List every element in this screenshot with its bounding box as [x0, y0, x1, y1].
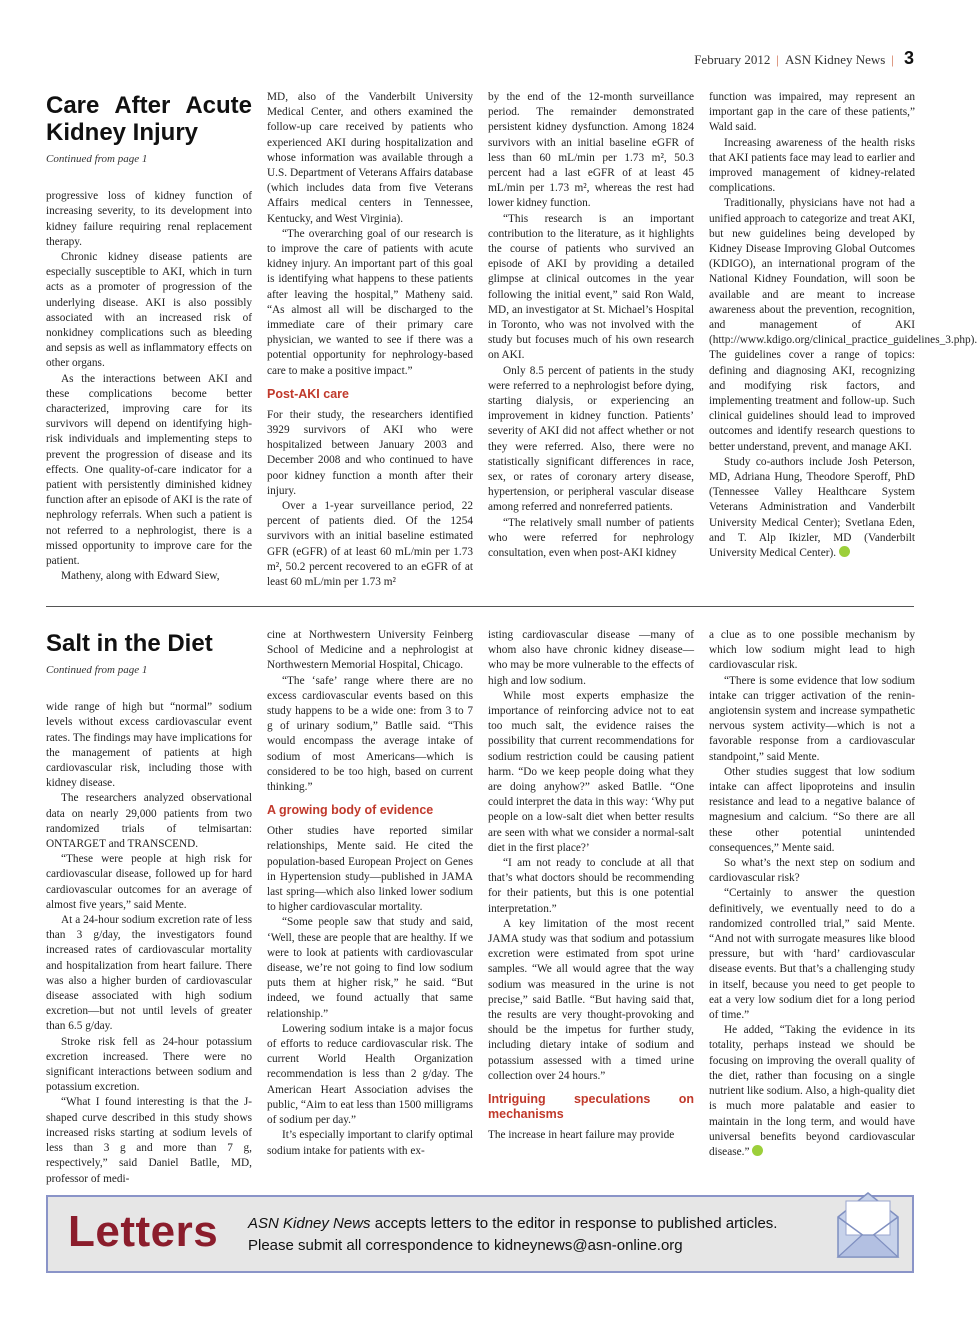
paragraph: cine at Northwestern University Feinberg School of Medicine and a nephrologist at Northwestern Memorial Hospital, Chicago. [267, 629, 473, 672]
end-of-article-dot-icon [839, 546, 850, 557]
article-column [709, 628, 915, 1173]
letters-banner [46, 1195, 914, 1273]
paragraph: “Some people saw that study and said, ‘Well, these are people that are healthy. If we were to look at patients with cardiovascular disease, we’re not going to find low sodium puts them at higher risk,” he said. “But indeed, we found actually that same relationship.” [267, 916, 473, 1020]
paragraph: Lowering sodium intake is a major focus of efforts to reduce cardiovascular risk. The current World Health Organization recommendation is less than 2 g/day. The American Heart Association advises the public, “Aim to eat less than 1500 milligrams of sodium per day.” [267, 1022, 473, 1127]
brand-name: ASN Kidney News [248, 1215, 371, 1232]
letters-text [248, 1213, 777, 1257]
paragraph: The increase in heart failure may provide [488, 1129, 675, 1142]
paragraph: For their study, the researchers identified 3929 survivors of AKI who were hospitalized between January 2003 and December 2008 and who continued to have poor kidney function a month after their injury. [267, 408, 473, 497]
paragraph-group [488, 628, 694, 1084]
paragraph: Other studies have reported similar relationships, Mente said. He cited the population-based European Project on Genes in Hypertension study—published in JAMA last spring—which also linked lower sodium to higher cardiovascular mortality. [267, 825, 473, 914]
paragraph: function was impaired, may represent an important gap in the care of these patients,” Wald said. [709, 91, 915, 134]
paragraph: “I am not ready to conclude at all that that’s what doctors should be recommending for their patients, but this is one potential interpretation.” [488, 857, 694, 915]
paragraph: Over a 1-year surveillance period, 22 percent of patients died. Of the 1254 survivors with an initial baseline estimated GFR (eGFR) of at least 60 mL/min per 1.73 m², 50.2 percent recovered to an eGFR of at least 60 mL/min per 1.73 m² [267, 500, 473, 589]
paragraph: Other studies suggest that low sodium intake can affect lipoproteins and insulin resistance and lead to a negative balance of magnesium and calcium. “So there are all these other potential unintended consequences,” Mente said. [709, 765, 915, 854]
continued-note: Continued from page 1 [46, 153, 148, 165]
paragraph-group [267, 408, 473, 590]
paragraph: Stroke risk fell as 24-hour potassium excretion increased. There were no significant interactions between sodium and potassium excretion. [46, 1035, 252, 1094]
paragraph: wide range of high but “normal” sodium levels without excess cardiovascular event rates. The findings may have implications for the management of patients at high cardiovascular risk, including those with kidney disease. [46, 701, 252, 790]
paragraph-group [709, 628, 915, 1160]
paragraph-group [267, 824, 473, 1158]
paragraph-group [709, 90, 977, 561]
header-separator: | [891, 52, 894, 67]
article-column [46, 90, 252, 590]
paragraph-group [46, 189, 252, 584]
paragraph: “The overarching goal of our research is to improve the care of patients with acute kidney injury. An important part of this goal is identifying what happens to these patients after leaving the hospital,” Matheny said. “As almost all will be discharged to the immediate care of their primary care physician, we wanted to see if there was a potential opportunity for nephrology-based care to make a positive impact.” [267, 227, 473, 377]
paragraph: “These were people at high risk for cardiovascular disease, followed up for hard cardiovascular outcomes for an average of almost five years,” said Mente. [46, 853, 252, 911]
letters-heading: Letters [68, 1207, 219, 1256]
paragraph: While most experts emphasize the importance of reinforcing advice not to eat too much salt, the evidence raises the possibility that current recommendations for sodium restriction could be causing patient harm. “Do we keep people doing what they are doing anyhow?” asked Batlle. “One could interpret the data in this way: ‘Why put people on a low-salt diet when better results are seen with what we consider a normal-salt diet in the first place?’ [488, 689, 694, 854]
paragraph-group [267, 628, 473, 795]
paragraph: As the interactions between AKI and these complications become better characterized, improving care for its survivors will depend on identifying high-risk individuals and implementing steps to prevent the progression of disease and its effects. One quality-of-care indicator for a patient with persistently diminished kidney function after an episode of AKI is the rate of nephrology referrals. When such a patient is not referred to a nephrologist, there is a missed opportunity to improve care for the patient. [46, 372, 252, 568]
paragraph: “This research is an important contribution to the literature, as it highlights the course of patients who survived an episode of AKI by providing a detailed glimpse at clinical outcomes in the year following the initial event,” said Ron Wald, MD, an investigator at St. Michael’s Hospital in Toronto, who was not involved with the study but focuses much of his own research on AKI. [488, 212, 694, 362]
paragraph-group [46, 700, 252, 1187]
subheading: Post-AKI care [267, 386, 349, 401]
article-column [267, 628, 473, 1173]
paragraph: He added, “Taking the evidence in its totality, perhaps instead we should be focusing on improving the overall quality of the diet, rather than focusing on a single nutrient like sodium. Also, a high-quality diet is much more palatable and easier to maintain in the long term, and would have universal benefits beyond cardiovascular disease.” [709, 1024, 915, 1158]
paragraph: Only 8.5 percent of patients in the study were referred to a nephrologist before dying, starting dialysis, or experiencing an improvement in kidney function. Patients’ severity of AKI did not affect whether or not they were referred. Also, there were no statistically significant differences in race, sex, or rates of coronary artery disease, hypertension, or peripheral vascular disease among referred and nonreferred patients. [488, 364, 694, 514]
issue-date: February 2012 [694, 52, 771, 67]
paragraph: progressive loss of kidney function of increasing severity, to its development into kidney failure requiring renal replacement therapy. [46, 190, 252, 248]
article-title: Care After Acute Kidney Injury [46, 92, 252, 146]
paragraph-group [267, 90, 473, 379]
article-column [46, 628, 252, 1185]
letters-line-2: Please submit all correspondence to kidneynews@asn-online.org [248, 1237, 683, 1254]
page-number: 3 [903, 48, 914, 68]
end-of-article-dot-icon [752, 1145, 763, 1156]
page-header [694, 48, 914, 69]
paragraph: Traditionally, physicians have not had a unified approach to categorize and treat AKI, but new guidelines being developed by Kidney Disease Improving Global Outcomes (KDIGO), an international program of the National Kidney Foundation, will soon be available and are meant to increase awareness about the prevention, recognition, and management of AKI (http://www.kdigo.org/clinical_practice_guidelines_3.php). The guidelines cover a range of topics: defining and diagnosing AKI, recognizing and modifying risk factors, and implementing treatment and follow-up. Such clinical guidelines should lead to improved outcomes and identify research questions to better understand, prevent, and manage AKI. [709, 197, 977, 453]
paragraph: So what’s the next step on sodium and cardiovascular risk? [709, 857, 915, 885]
paragraph: The researchers analyzed observational data on nearly 29,000 patients from two randomized trials of telmisartan: ONTARGET and TRANSCEND. [46, 792, 252, 851]
subheading: Intriguing speculations on mechanisms [488, 1092, 694, 1122]
envelope-icon [832, 1183, 904, 1263]
paragraph: MD, also of the Vanderbilt University Medical Center, and others examined the follow-up care received by patients who experienced AKI during hospitalization and whose information was available through a U.S. Department of Veterans Affairs database (which includes data from five Veterans Affairs medical centers in Tennessee, Kentucky, and West Virginia). [267, 91, 473, 225]
paragraph: Study co-authors include Josh Peterson, MD, Adriana Hung, Theodore Speroff, PhD (Tennessee Valley Healthcare System Veterans Administration and Vanderbilt University Medical Center); Svetlana Eden, and T. Alp Ikizler, MD (Vanderbilt University Medical Center). [709, 455, 915, 560]
paragraph: Matheny, along with Edward Siew, [61, 570, 220, 583]
article-column [488, 90, 694, 590]
paragraph-group [488, 90, 694, 561]
paragraph: “Certainly to answer the question definitively, we eventually need to do a randomized controlled trial,” said Mente. “And not with surrogate measures like blood pressure, but with ‘hard’ cardiovascular disease events. But that’s a challenging study in itself, because you need to get people to eat a very low sodium diet for a long period of time.” [709, 887, 915, 1022]
article-care-after-aki [46, 90, 977, 590]
article-column [267, 90, 473, 590]
letters-line-1-rest: accepts letters to the editor in response to published articles. [370, 1215, 778, 1232]
article-column [709, 90, 977, 590]
header-separator: | [776, 52, 779, 67]
paragraph: Chronic kidney disease patients are especially susceptible to AKI, which in turn acts as a promoter of progression of the underlying disease. AKI is also possibly associated with an increased risk of nonkidney complications such as bleeding and sepsis as well as inflammatory effects on other organs. [46, 251, 252, 370]
paragraph-group [488, 1128, 694, 1143]
paragraph: “The relatively small number of patients who were referred for nephrology consultation, even when post-AKI kidney [488, 516, 694, 560]
letters-line-1 [248, 1213, 777, 1235]
paragraph: A key limitation of the most recent JAMA study was that sodium and potassium excretion were estimated from spot urine samples. “We all would agree that the way sodium was measured in the urine is not precise,” said Batlle. “But having said that, the results are very thought-provoking and should be the impetus for further study, including dietary intake of sodium and potassium assessed with a timed urine collection over 24 hours.” [488, 917, 694, 1082]
paragraph: “The ‘safe’ range where there are no excess cardiovascular events based on this study happens to be a wide one: from 3 to 7 g of urinary sodium,” Batlle said. “This would encompass the average intake of sodium of most Americans—which is considered to be too high, based on current thinking.” [267, 674, 473, 794]
paragraph: It’s especially important to clarify optimal sodium intake for patients with ex- [267, 1129, 473, 1157]
publication-name: ASN Kidney News [784, 52, 886, 67]
article-salt-in-diet [46, 628, 915, 1185]
paragraph: by the end of the 12-month surveillance period. The remainder demonstrated persistent kidney dysfunction. Among 1824 survivors with an initial baseline eGFR of less than 60 mL/min per 1.73 m², 50.3 percent had a last eGFR of at least 45 mL/min per 1.73 m², whereas the rest had lower kidney function. [488, 91, 694, 210]
section-divider [46, 606, 914, 607]
continued-note: Continued from page 1 [46, 664, 148, 676]
article-column [488, 628, 694, 1173]
paragraph: Increasing awareness of the health risks that AKI patients face may lead to earlier and improved management of kidney-related complications. [709, 136, 915, 195]
paragraph: “There is some evidence that low sodium intake can trigger activation of the renin-angiotensin system and increase sympathetic nervous system activity—which is not a favorable response from a cardiovascular standpoint,” said Mente. [709, 674, 915, 763]
article-title: Salt in the Diet [46, 630, 213, 657]
paragraph: isting cardiovascular disease —many of whom also have chronic kidney disease—who may be more vulnerable to the effects of high and low sodium. [488, 629, 694, 687]
subheading: A growing body of evidence [267, 803, 434, 818]
paragraph: “What I found interesting is that the J-shaped curve described in this study shows increased risks starting at sodium levels of less than 3 g and more than 7 g, respectively,” said Daniel Batlle, MD, professor of medi- [46, 1096, 252, 1185]
paragraph: At a 24-hour sodium excretion rate of less than 3 g/day, the investigators found increased rates of cardiovascular mortality and hospitalization from heart failure. There was also a higher burden of cardiovascular disease associated with high sodium excretion—but not until levels of greater than 6.5 g/day. [46, 914, 252, 1033]
paragraph: a clue as to one possible mechanism by which low sodium might lead to high cardiovascular risk. [709, 629, 915, 672]
